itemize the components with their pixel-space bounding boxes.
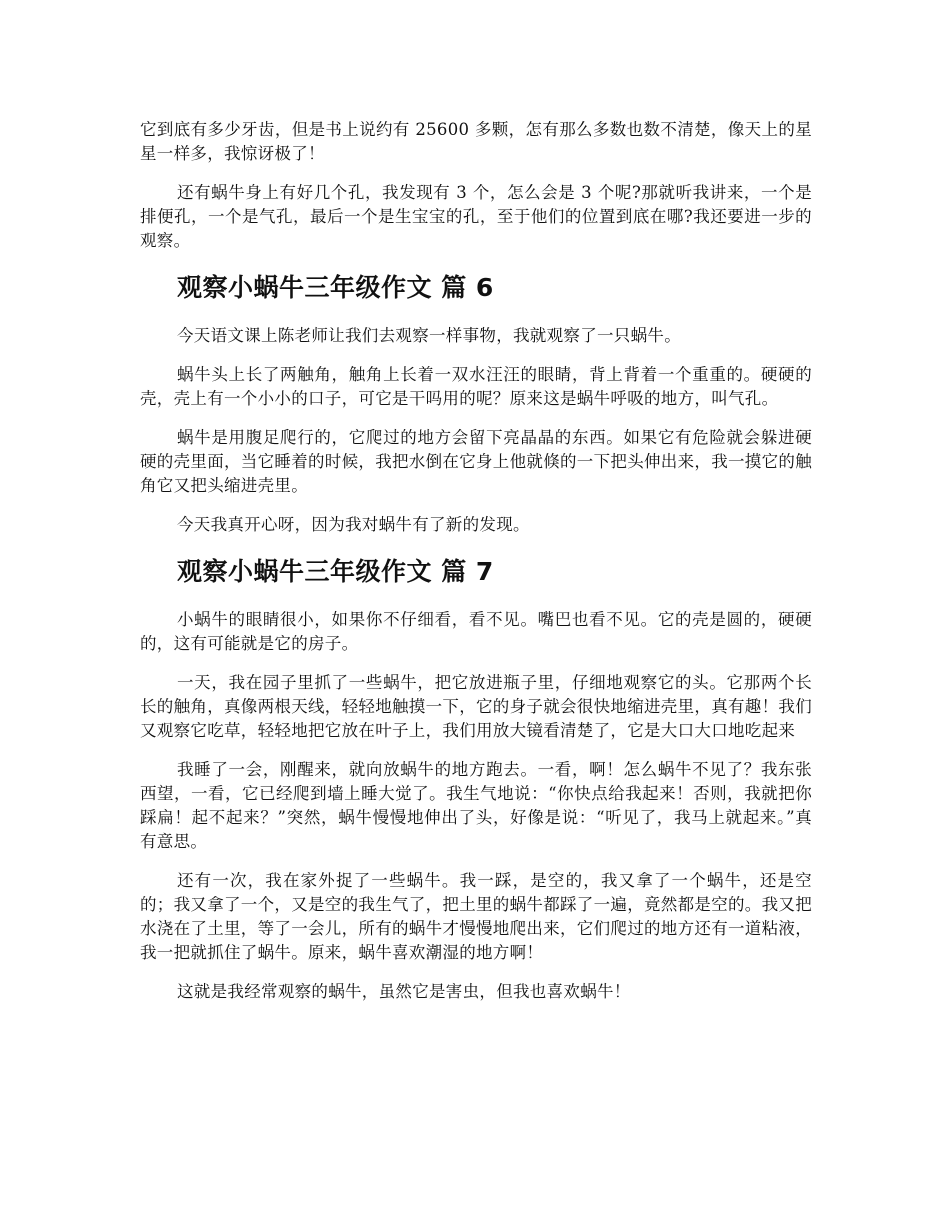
document-page — [140, 118, 812, 1019]
intro-paragraph-1: 它到底有多少牙齿，但是书上说约有 25600 多颗，怎有那么多数也数不清楚，像天上的星星一样多，我惊讶极了！ — [140, 120, 812, 163]
section-7-paragraph-1: 小蜗牛的眼睛很小，如果你不仔细看，看不见。嘴巴也看不见。它的壳是圆的，硬硬的，这有可能就是它的房子。 — [140, 610, 812, 653]
section-heading-6: 观察小蜗牛三年级作文 篇 6 — [177, 273, 494, 302]
section-6-paragraph-4: 今天我真开心呀，因为我对蜗牛有了新的发现。 — [177, 515, 530, 534]
section-7-paragraph-4: 还有一次，我在家外捉了一些蜗牛。我一踩，是空的，我又拿了一个蜗牛，还是空的；我又拿了一个，又是空的我生气了，把土里的蜗牛都踩了一遍，竟然都是空的。我又把水浇在了土里，等了一会儿，所有的蜗牛才慢慢地爬出来，它们爬过的地方还有一道粘液，我一把就抓住了蜗牛。原来，蜗牛喜欢潮湿的地方啊！ — [140, 871, 812, 962]
section-7-paragraph-5: 这就是我经常观察的蜗牛，虽然它是害虫，但我也喜欢蜗牛！ — [177, 982, 631, 1001]
section-heading-7: 观察小蜗牛三年级作文 篇 7 — [177, 557, 494, 586]
section-7-paragraph-2: 一天，我在园子里抓了一些蜗牛，把它放进瓶子里，仔细地观察它的头。它那两个长长的触角，真像两根天线，轻轻地触摸一下，它的身子就会很快地缩进壳里，真有趣！我们又观察它吃草，轻轻地把它放在叶子上，我们用放大镜看清楚了，它是大口大口地吃起来 — [140, 673, 812, 740]
section-6-paragraph-3: 蜗牛是用腹足爬行的，它爬过的地方会留下亮晶晶的东西。如果它有危险就会躲进硬硬的壳里面，当它睡着的时候，我把水倒在它身上他就倏的一下把头伸出来，我一摸它的触角它又把头缩进壳里。 — [140, 428, 812, 495]
section-6-paragraph-1: 今天语文课上陈老师让我们去观察一样事物，我就观察了一只蜗牛。 — [177, 326, 681, 345]
intro-paragraph-2: 还有蜗牛身上有好几个孔，我发现有 3 个，怎么会是 3 个呢?那就听我讲来，一个是排便孔，一个是气孔，最后一个是生宝宝的孔，至于他们的位置到底在哪?我还要进一步的观察。 — [140, 183, 812, 250]
section-7-paragraph-3: 我睡了一会，刚醒来，就向放蜗牛的地方跑去。一看，啊！怎么蜗牛不见了？我东张西望，一看，它已经爬到墙上睡大觉了。我生气地说：“你快点给我起来！否则，我就把你踩扁！起不起来？”突然，蜗牛慢慢地伸出了头，好像是说：“听见了，我马上就起来。”真有意思。 — [140, 760, 812, 851]
section-6-paragraph-2: 蜗牛头上长了两触角，触角上长着一双水汪汪的眼睛，背上背着一个重重的。硬硬的壳，壳上有一个小小的口子，可它是干吗用的呢？原来这是蜗牛呼吸的地方，叫气孔。 — [140, 365, 812, 408]
